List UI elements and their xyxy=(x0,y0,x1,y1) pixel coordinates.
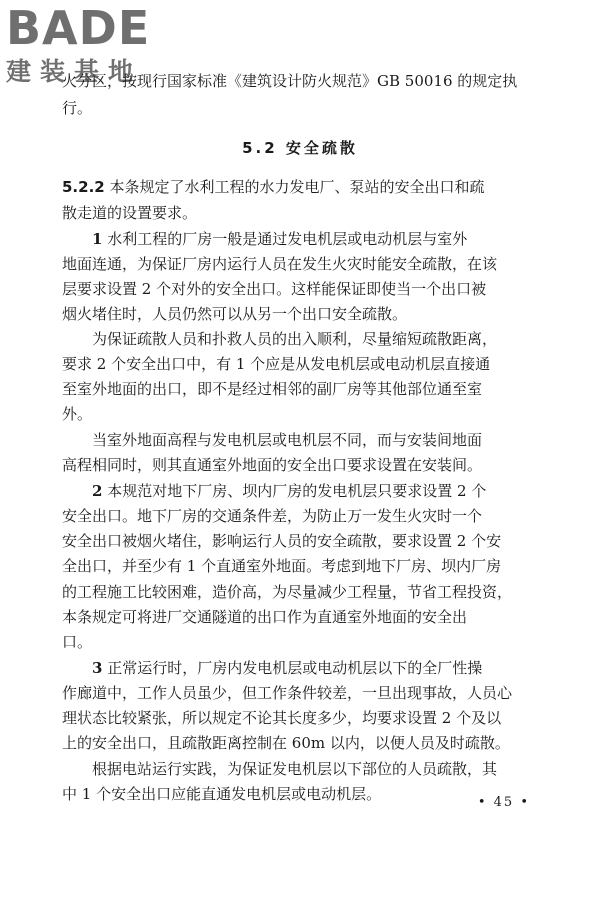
clause-number: 5.2.2 xyxy=(62,178,105,196)
item1-number: 1 xyxy=(92,230,103,248)
item3-number: 3 xyxy=(92,659,103,677)
item1-line-2: 地面连通，为保证厂房内运行人员在发生火灾时能安全疏散，在该 xyxy=(62,255,498,273)
item2-line-7: 口。 xyxy=(62,633,93,651)
evacuation-line-1: 为保证疏散人员和扑救人员的出入顺利，尽量缩短疏散距离， xyxy=(92,330,498,348)
item2-text: 本规范对地下厂房、坝内厂房的发电机层只要求设置 2 个 xyxy=(107,482,487,500)
item3-first-line xyxy=(62,656,552,681)
item1-line-4: 烟火堵住时，人员仍然可以从另一个出口安全疏散。 xyxy=(62,305,408,323)
elevation-line-1: 当室外地面高程与发电机层或电机层不同，而与安装间地面 xyxy=(92,431,483,449)
evacuation-line-3: 至室外地面的出口，即不是经过相邻的副厂房等其他部位通至室 xyxy=(62,380,483,398)
clause-text: 本条规定了水利工程的水力发电厂、泵站的安全出口和疏 xyxy=(109,178,485,196)
item1-text: 水利工程的厂房一般是通过发电机层或电动机层与室外 xyxy=(107,230,468,248)
item1-line-3: 层要求设置 2 个对外的安全出口。这样能保证即使当一个出口被 xyxy=(62,280,487,298)
item2-line-2: 安全出口。地下厂房的交通条件差，为防止万一发生火灾时一个 xyxy=(62,507,483,525)
evacuation-line-4: 外。 xyxy=(62,405,93,423)
item3-line-2: 作廊道中，工作人员虽少，但工作条件较差，一旦出现事故，人员心 xyxy=(62,684,513,702)
practice-line-2: 中 1 个安全出口应能直通发电机层或电动机层。 xyxy=(62,785,382,803)
logo-subtitle: 建装基地 xyxy=(6,57,143,86)
item2-line-3: 安全出口被烟火堵住，影响运行人员的安全疏散，要求设置 2 个安 xyxy=(62,532,502,550)
section-heading: 5.2 安全疏散 xyxy=(242,139,358,157)
elevation-line-2: 高程相同时，则其直通室外地面的安全出口要求设置在安装间。 xyxy=(62,456,483,474)
item2-line-4: 全出口，并至少有 1 个直通室外地面。考虑到地下厂房、坝内厂房 xyxy=(62,557,502,575)
item2-line-5: 的工程施工比较困难，造价高，为尽量减少工程量，节省工程投资， xyxy=(62,583,513,601)
logo-wordmark: BADE xyxy=(6,1,151,55)
evacuation-line-2: 要求 2 个安全出口中，有 1 个应是从发电机层或电动机层直接通 xyxy=(62,355,491,373)
page-number: • 45 • xyxy=(477,795,530,810)
item3-text: 正常运行时，厂房内发电机层或电动机层以下的全厂性操 xyxy=(107,659,483,677)
item3-line-4: 上的安全出口，且疏散距离控制在 60m 以内，以便人员及时疏散。 xyxy=(62,734,510,752)
item2-line-6: 本条规定可将进厂交通隧道的出口作为直通室外地面的安全出 xyxy=(62,608,468,626)
item1-first-line xyxy=(62,227,552,252)
continuation-line-1: 火分区，按现行国家标准《建筑设计防火规范》GB 50016 的规定执 xyxy=(62,72,518,90)
item3-line-3: 理状态比较紧张，所以规定不论其长度多少，均要求设置 2 个及以 xyxy=(62,709,502,727)
item2-number: 2 xyxy=(92,482,103,500)
practice-line-1: 根据电站运行实践，为保证发电机层以下部位的人员疏散，其 xyxy=(92,760,498,778)
continuation-line-2: 行。 xyxy=(62,99,93,117)
clause-line-2: 散走道的设置要求。 xyxy=(62,204,198,222)
item2-first-line xyxy=(62,479,552,504)
clause-heading-line xyxy=(62,175,552,200)
